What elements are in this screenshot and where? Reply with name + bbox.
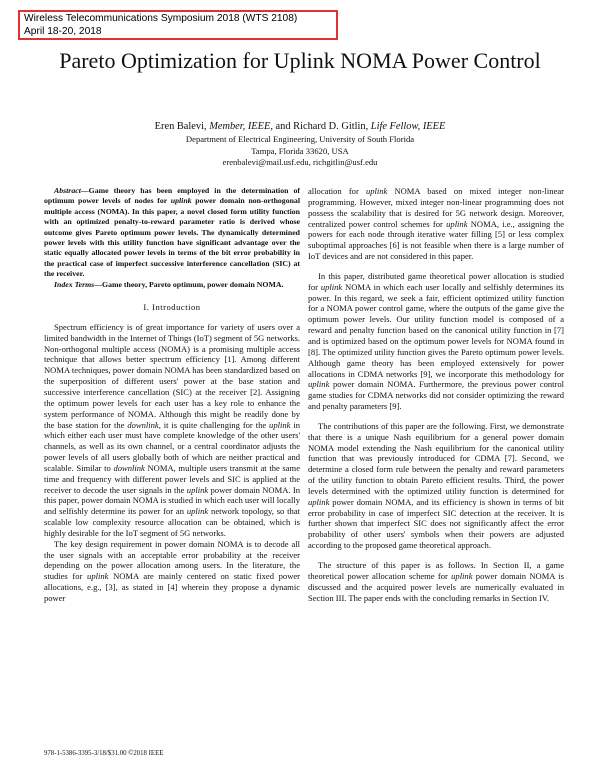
author-emails: erenbalevi@mail.usf.edu, richgitlin@usf.edu	[222, 157, 378, 167]
index-terms-label: Index Terms	[54, 279, 95, 289]
body-paragraph-1: allocation for uplink NOMA based on mixed integer non-linear programming. However, mixed integer non-linear programming does not possess the scalability that is desired for 5G network design. Moreover, centralized power control schemes for uplink NOMA, i.e., assigning the powers for each node through iterative water filling [5] or less complex suboptimal approaches [6] is not feasible when there is a large number of IoT devices and are not considered in this paper.	[308, 186, 565, 262]
author-line	[60, 120, 540, 133]
affiliation-city: Tampa, Florida 33620, USA	[251, 145, 349, 156]
conference-stamp	[18, 10, 338, 40]
body-paragraph-2: In this paper, distributed game theoretical power allocation is studied for uplink NOMA in which each user locally and selfishly determines its power. In this regard, we seek a fair, efficient optimized utility function for a NOMA power control game, where the outputs of the game give the optimum power levels. Our utility function model is composed of a reward and penalty function based on the canonical utility function in [7] and is optimized based on the optimum power levels for NOMA found in [8]. The optimized utility function gives the Pareto optimum power levels. Although game theory has been employed extensively for power allocations in CDMA networks [9], we incorporate this methodology for uplink power domain NOMA. Furthermore, the previous power control game studies for CDMA networks did not consider optimizing the reward and penalty parameters [9].	[308, 270, 564, 412]
author-1-name: Eren Balevi,	[154, 121, 210, 132]
left-column	[44, 186, 300, 604]
section-heading-introduction: I. Introduction	[143, 302, 201, 313]
paper-title: Pareto Optimization for Uplink NOMA Power Control	[59, 48, 541, 73]
affiliation-department: Department of Electrical Engineering, University of South Florida	[185, 134, 415, 144]
right-column	[308, 186, 564, 603]
author-1-role: Member, IEEE	[209, 121, 271, 132]
index-terms: Index Terms—Game theory, Pareto optimum, power domain NOMA.	[54, 279, 284, 289]
body-paragraph-4: The structure of this paper is as follows. In Section II, a game theoretical power allocation scheme for uplink power domain NOMA is discussed and the acquired power levels are numerically evaluated in Section III. The paper ends with the concluding remarks in Section IV.	[308, 560, 564, 603]
intro-paragraph-1: Spectrum efficiency is of great importance for variety of users over a limited bandwidth in the Internet of Things (IoT) segment of 5G networks. Non-orthogonal multiple access (NOMA) is a promising multiple access technique that allows better spectrum efficiency [1]. Among different NOMA techniques, power domain NOMA has been standardized based on the superposition of different users' power at the base station and successive interference cancellation (SIC) at the receiver [2]. Assigning the optimum power levels for each user has a key role to enhance the system performance of NOMA. Although this might be readily done by the base station for the downlink, it is quite challenging for the uplink in which either each user must have complete knowledge of the other users' channels, as well as its own channel, or a central coordinator adjusts the power levels of all users globally both of which are neither practical and scalable. Similar to downlink NOMA, multiple users transmit at the same time and frequency with different power levels and SIC is applied at the receiver to decode the user signals in the uplink power domain NOMA. In this paper, power domain NOMA is studied in which each user will locally and selfishly determine its power for an uplink network topology, so that scalable low complexity resource allocation can be obtained, which is highly desirable for the IoT segment of 5G networks.	[44, 321, 300, 538]
conference-date: April 18-20, 2018	[24, 25, 102, 37]
abstract: Abstract—Game theory has been employed in the determination of optimum power levels of nodes for uplink power domain non-orthogonal multiple access (NOMA). In this paper, a novel closed form utility function with an optimized penalty-to-reward parameter ratio is derived whose outcome gives Pareto optimum power levels. The dynamically determined power levels with this utility function have significant advantage over the static equally allocated power levels in terms of the bit error probability in the practical case of imperfect successive interference cancellation (SIC) at the receiver.	[44, 186, 300, 279]
author-joiner: , and Richard D. Gitlin,	[270, 121, 371, 132]
abstract-label: Abstract	[54, 186, 81, 195]
body-paragraph-3: The contributions of this paper are the following. First, we demonstrate that there is a unique Nash equilibrium for a general power domain NOMA model extending the Nash equilibrium for the canonical utility function that was previously introduced for CDMA [7]. Second, we determine a closed form rule between the penalty and reward parameters of the utility function to obtain Pareto efficient results. Third, the power levels determined with the optimized utility function is determined for uplink power domain NOMA, and its efficiency is shown in terms of bit error probability in case of imperfect SIC detection at the receiver. It is further shown that imperfect SIC does not significantly affect the error probability of other users' symbols when their powers are adjusted according to the proposed game theoretical approach.	[308, 420, 564, 551]
affiliation	[60, 134, 540, 169]
author-2-role: Life Fellow, IEEE	[370, 121, 446, 132]
conference-name: Wireless Telecommunications Symposium 2018 (WTS 2108)	[24, 13, 298, 24]
copyright-footer: 978-1-5386-3395-3/18/$31.00 ©2018 IEEE	[44, 750, 164, 757]
intro-paragraph-2: The key design requirement in power domain NOMA is to decode all the user signals with an acceptable error probability at the receiver depending on the power allocation among users. In the literature, the studies for uplink NOMA are mainly centered on static fixed power allocations, e.g., [3], as stated in [4] wherein they propose a dynamic power	[44, 538, 301, 603]
